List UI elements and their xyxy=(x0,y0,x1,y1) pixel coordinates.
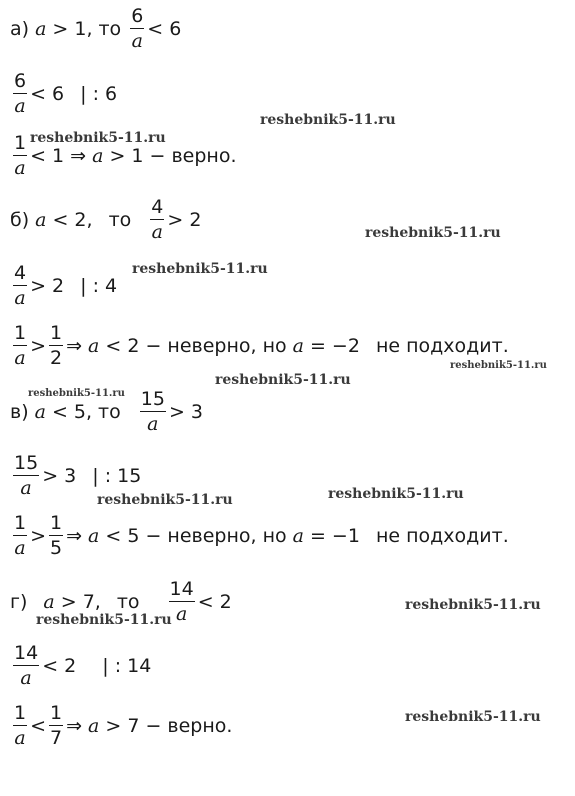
fraction: $\frac{4}{a}$ xyxy=(14,262,27,310)
relation: > 3 xyxy=(168,400,203,423)
fraction: $\frac{4}{a}$ xyxy=(151,196,164,244)
relation: > xyxy=(30,334,47,357)
relation: < 6 xyxy=(147,17,182,40)
variable: a xyxy=(92,144,104,167)
relation: > 3 xyxy=(42,464,77,487)
implies: ⇒ xyxy=(66,524,83,547)
part-c-step2 xyxy=(10,512,509,559)
watermark: reshebnik5-11.ru xyxy=(28,388,125,399)
variable: a xyxy=(34,400,46,423)
variable: a xyxy=(35,208,47,231)
operation: | : 14 xyxy=(102,654,152,677)
fraction: $\frac{15}{a}$ xyxy=(14,452,39,500)
conclusion: > 1 − верно. xyxy=(109,144,237,167)
fraction: $\frac{1}{2}$ xyxy=(50,322,63,370)
fraction: $\frac{1}{5}$ xyxy=(50,512,63,560)
word-then: то xyxy=(108,208,132,231)
fraction: $\frac{15}{a}$ xyxy=(140,388,165,436)
relation: > xyxy=(30,524,47,547)
conclusion: < 5 − неверно, но xyxy=(105,524,287,547)
variable: a xyxy=(88,714,100,737)
watermark: reshebnik5-11.ru xyxy=(365,225,501,241)
watermark: reshebnik5-11.ru xyxy=(405,597,541,613)
fraction: $\frac{1}{a}$ xyxy=(14,512,27,560)
part-d-step2 xyxy=(10,702,232,749)
part-b-step1 xyxy=(10,262,117,309)
implies: ⇒ xyxy=(66,714,83,737)
part-a-condition xyxy=(10,5,181,52)
watermark: reshebnik5-11.ru xyxy=(450,360,547,371)
remark: не подходит. xyxy=(375,334,509,357)
watermark: reshebnik5-11.ru xyxy=(405,709,541,725)
operation: | : 6 xyxy=(80,82,118,105)
relation: < 2, xyxy=(52,208,93,231)
watermark: reshebnik5-11.ru xyxy=(215,372,351,388)
relation: < 1 ⇒ xyxy=(30,144,87,167)
variable: a xyxy=(292,524,304,547)
operation: | : 15 xyxy=(92,464,142,487)
fraction: $\frac{14}{a}$ xyxy=(169,578,194,626)
fraction: $\frac{1}{a}$ xyxy=(14,322,27,370)
word-then: то xyxy=(116,590,140,613)
relation: < xyxy=(30,714,47,737)
relation: > 2 xyxy=(30,274,65,297)
relation: < 5, xyxy=(51,400,93,423)
watermark: reshebnik5-11.ru xyxy=(30,130,166,146)
equality: = −2 xyxy=(309,334,360,357)
fraction: $\frac{6}{a}$ xyxy=(131,5,144,53)
relation: > 1, xyxy=(52,17,93,40)
implies: ⇒ xyxy=(66,334,83,357)
conclusion: < 2 − неверно, но xyxy=(105,334,287,357)
relation: < 2 xyxy=(197,590,232,613)
part-label: г) xyxy=(10,590,28,613)
relation: > 7, xyxy=(60,590,101,613)
variable: a xyxy=(88,524,100,547)
word-then: то xyxy=(98,17,122,40)
relation: > 2 xyxy=(167,208,202,231)
conclusion: > 7 − верно. xyxy=(105,714,233,737)
part-b-step2 xyxy=(10,322,509,369)
part-label: в) xyxy=(10,400,29,423)
fraction: $\frac{1}{a}$ xyxy=(14,702,27,750)
variable: a xyxy=(35,17,47,40)
variable: a xyxy=(43,590,55,613)
remark: не подходит. xyxy=(375,524,509,547)
part-label: а) xyxy=(10,17,30,40)
variable: a xyxy=(292,334,304,357)
fraction: $\frac{1}{a}$ xyxy=(14,132,27,180)
relation: < 6 xyxy=(30,82,65,105)
equality: = −1 xyxy=(309,524,360,547)
watermark: reshebnik5-11.ru xyxy=(328,486,464,502)
relation: < 2 xyxy=(42,654,77,677)
part-label: б) xyxy=(10,208,30,231)
fraction: $\frac{6}{a}$ xyxy=(14,70,27,118)
fraction: $\frac{1}{7}$ xyxy=(50,702,63,750)
watermark: reshebnik5-11.ru xyxy=(132,261,268,277)
part-d-step1 xyxy=(10,642,151,689)
part-b-condition xyxy=(10,196,201,243)
part-a-step1 xyxy=(10,70,117,117)
fraction: $\frac{14}{a}$ xyxy=(14,642,39,690)
watermark: reshebnik5-11.ru xyxy=(260,112,396,128)
watermark: reshebnik5-11.ru xyxy=(97,492,233,508)
watermark: reshebnik5-11.ru xyxy=(36,612,172,628)
variable: a xyxy=(88,334,100,357)
word-then: то xyxy=(98,400,121,423)
operation: | : 4 xyxy=(80,274,118,297)
